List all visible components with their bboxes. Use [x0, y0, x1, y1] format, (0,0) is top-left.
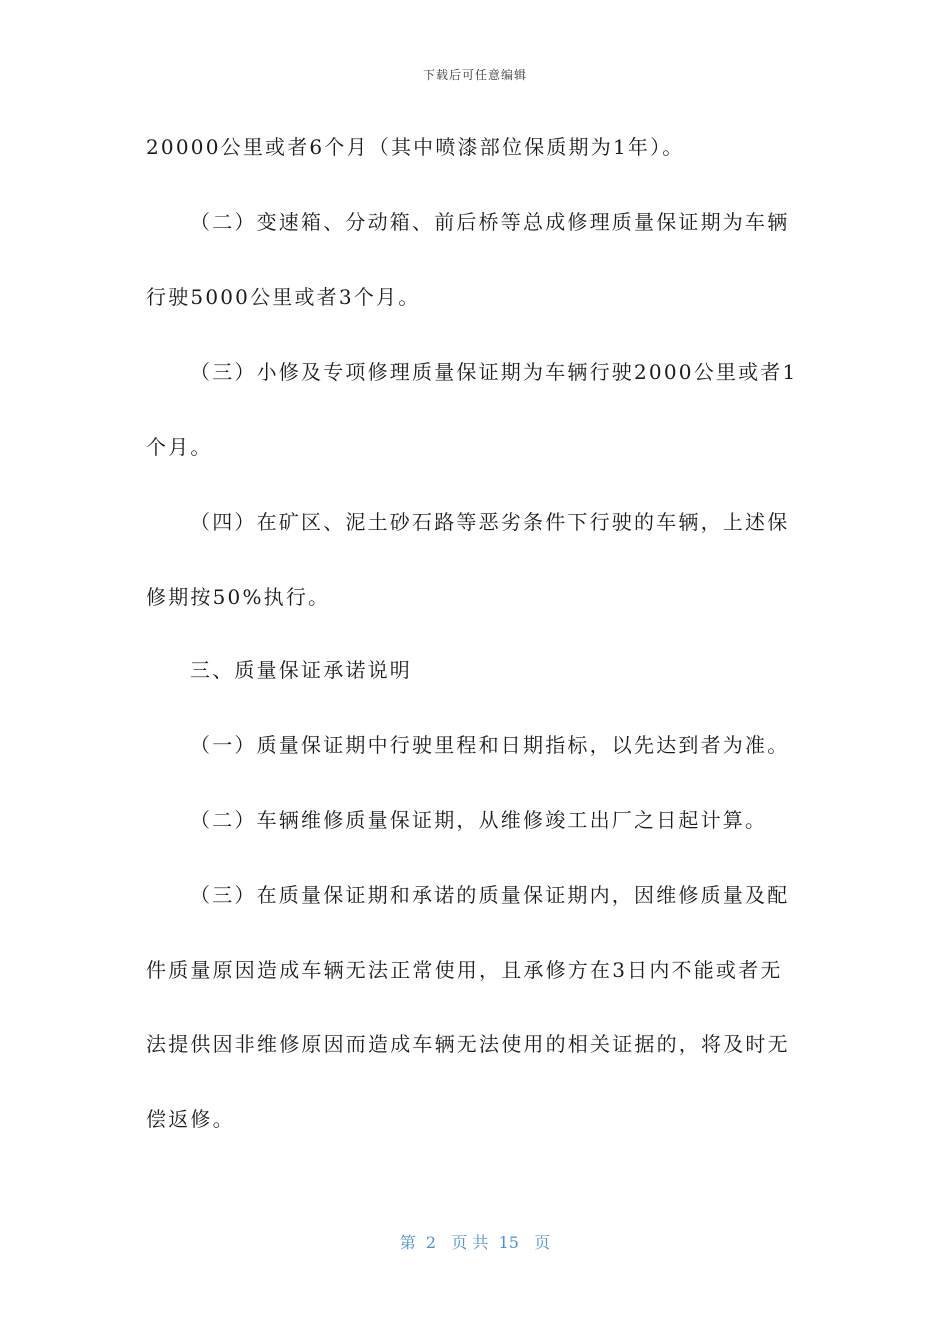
body-line-3: 行驶5000公里或者3个月。 — [146, 285, 421, 309]
body-line-12: 件质量原因造成车辆无法正常使用，且承修方在3日内不能或者无 — [146, 958, 783, 982]
page-number-footer: 第 2 页 共 15 页 — [399, 1233, 551, 1252]
body-line-4: （三）小修及专项修理质量保证期为车辆行驶2000公里或者1 — [190, 360, 798, 384]
body-line-5: 个月。 — [146, 435, 213, 459]
body-line-9: （一）质量保证期中行驶里程和日期指标，以先达到者为准。 — [190, 733, 790, 757]
body-line-1: 20000公里或者6个月（其中喷漆部位保质期为1年）。 — [146, 135, 685, 159]
body-line-7: 修期按50%执行。 — [146, 585, 331, 609]
body-line-11: （三）在质量保证期和承诺的质量保证期内，因维修质量及配 — [190, 883, 790, 907]
body-line-13: 法提供因非维修原因而造成车辆无法使用的相关证据的，将及时无 — [146, 1032, 790, 1056]
body-line-2: （二）变速箱、分动箱、前后桥等总成修理质量保证期为车辆 — [190, 210, 790, 234]
body-line-10: （二）车辆维修质量保证期，从维修竣工出厂之日起计算。 — [190, 808, 768, 832]
body-line-6: （四）在矿区、泥土砂石路等恶劣条件下行驶的车辆，上述保 — [190, 510, 790, 534]
section-heading: 三、质量保证承诺说明 — [190, 658, 412, 682]
header-note: 下载后可任意编辑 — [422, 68, 527, 82]
body-line-14: 偿返修。 — [146, 1107, 235, 1131]
